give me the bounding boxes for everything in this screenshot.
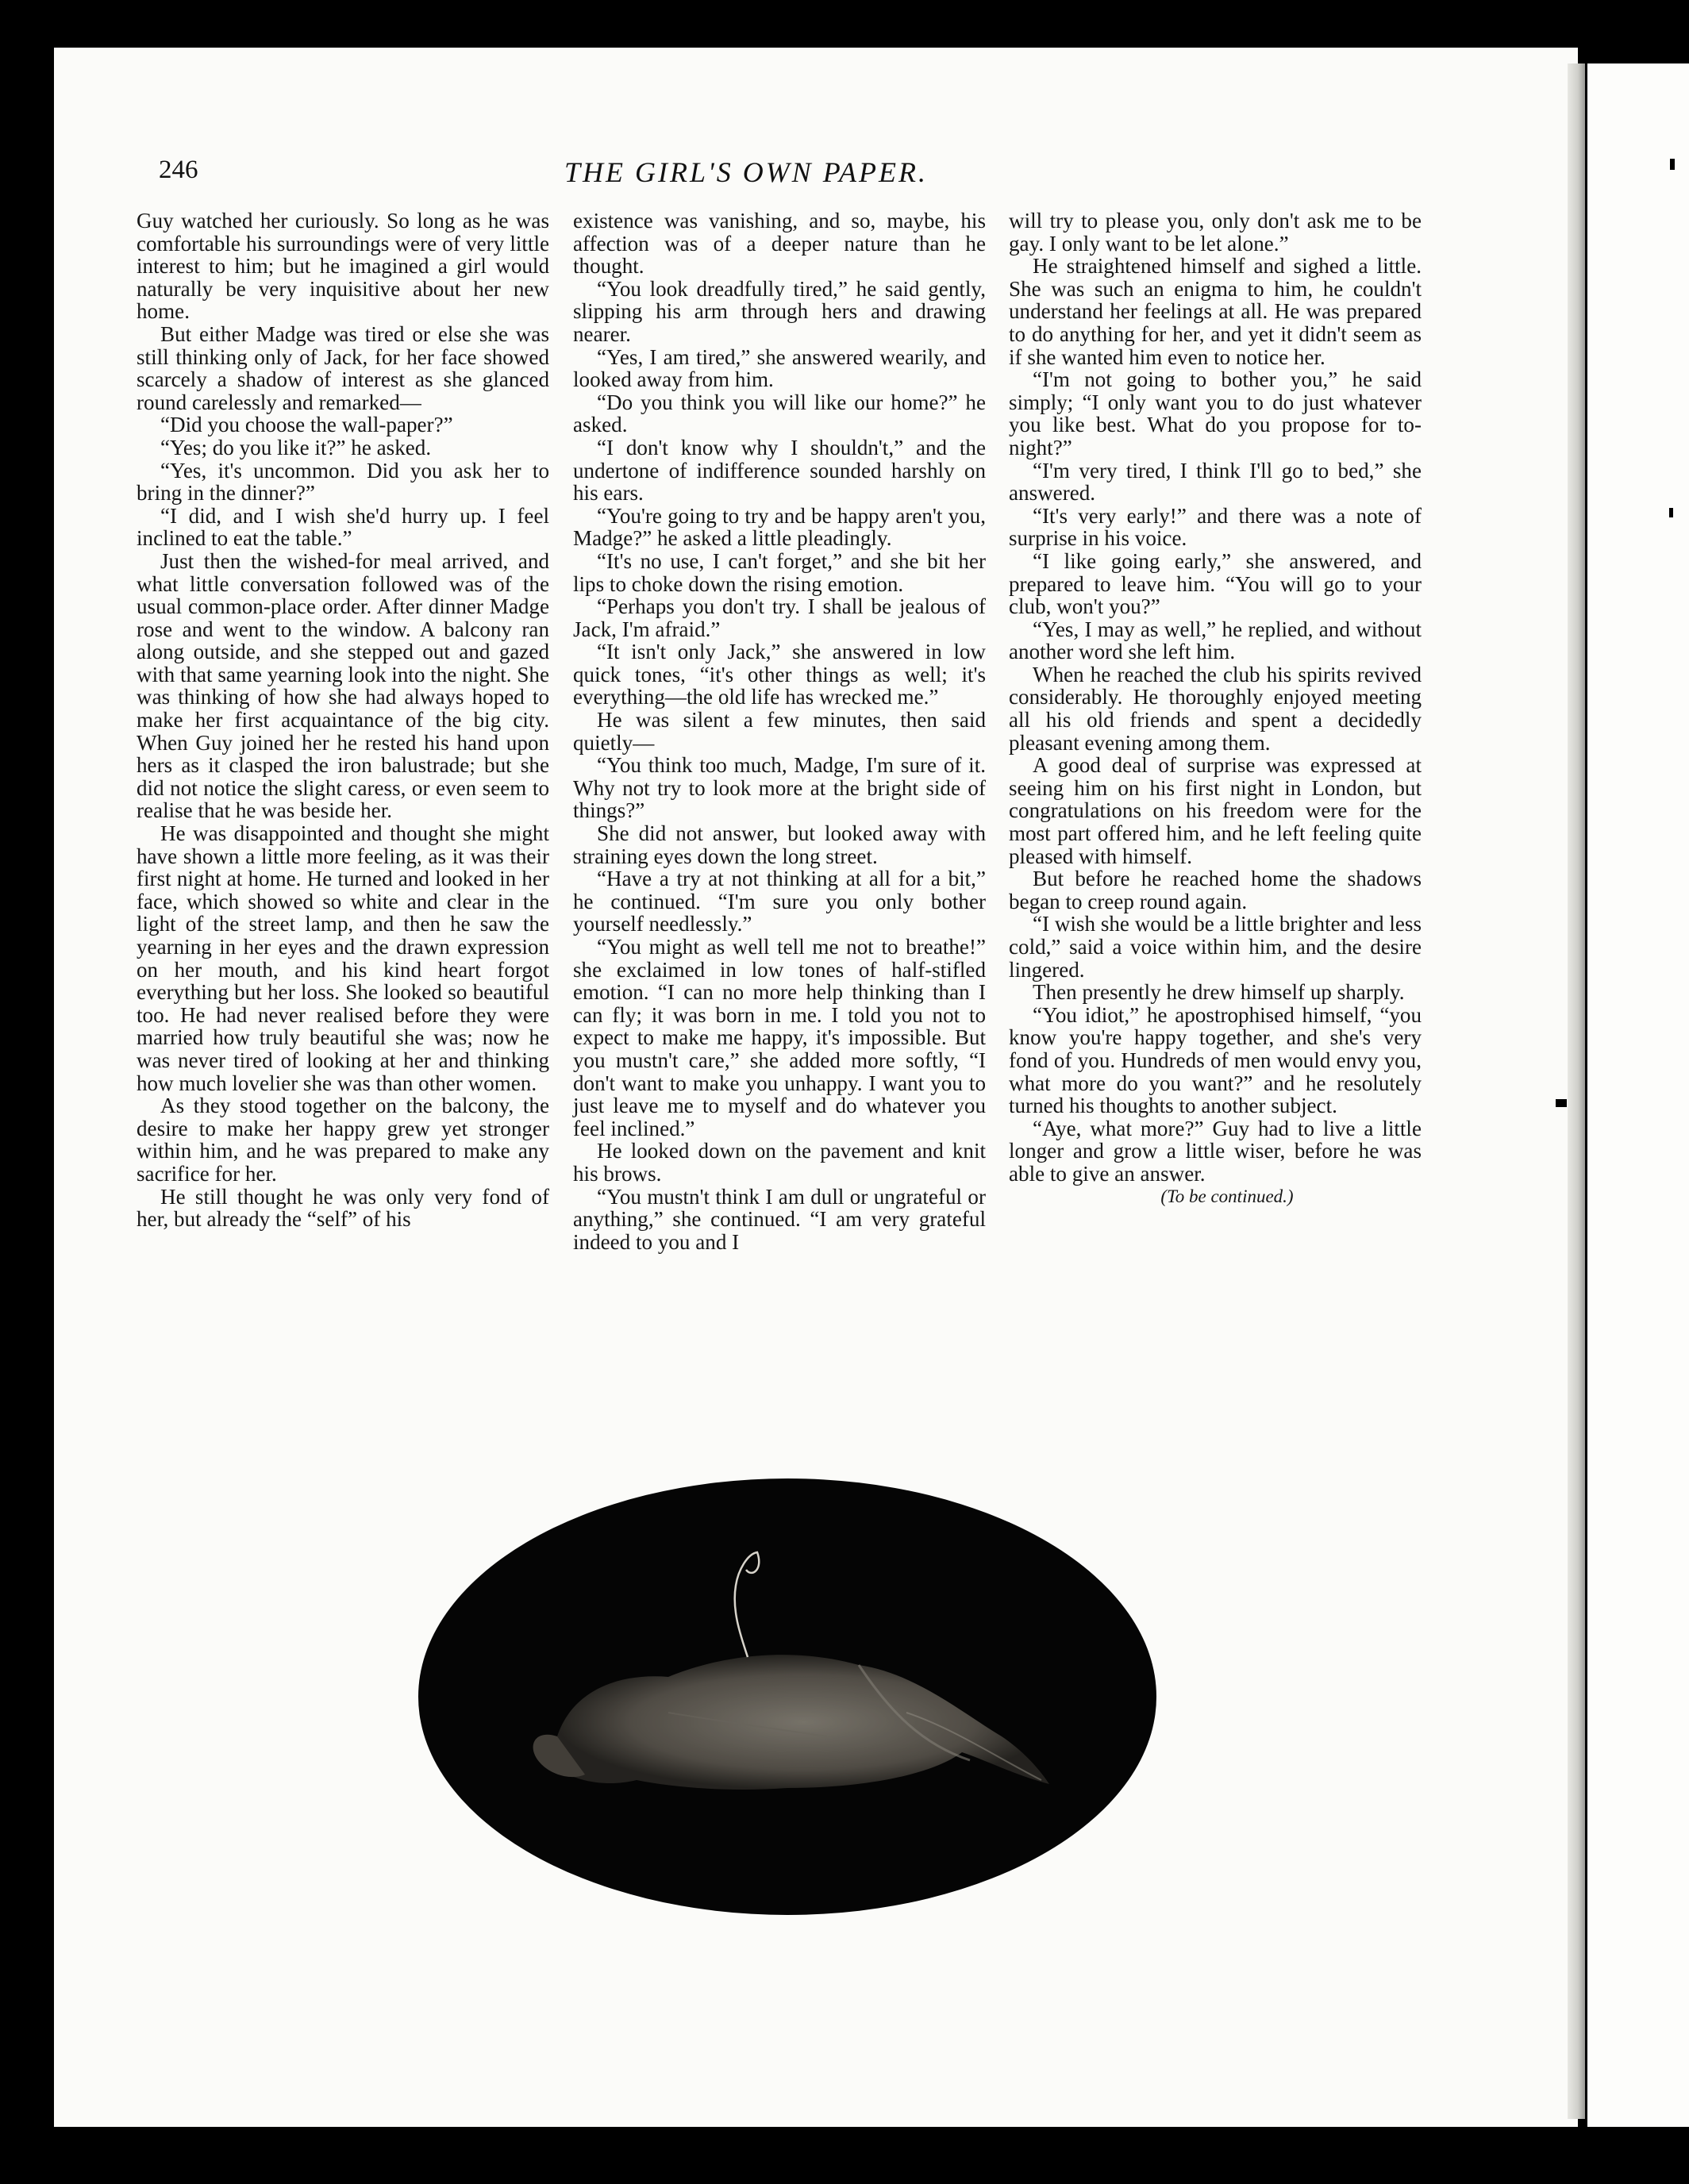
paragraph: He still thought he was only very fond of her, but already the “self” of his [137,1184,549,1232]
paragraph: “You idiot,” he apostrophised himself, “you know you're happy together, and she's very fond of you. Hundreds of men would envy you, what more do you want?” and he resolutely turned his thoughts to another subject. [1009,1002,1422,1118]
paragraph: He was silent a few minutes, then said quietly— [573,708,986,755]
paragraph: “You think too much, Madge, I'm sure of it. Why not try to look more at the bright side of things?” [573,753,986,823]
paragraph: He straightened himself and sighed a little. She was such an enigma to him, he couldn't understand her feelings at all. He was prepared to do anything for her, and yet it didn't seem as if she wanted him even to notice her. [1009,254,1422,369]
paragraph: “I like going early,” she answered, and prepared to leave him. “You will go to your club, won't you?” [1009,548,1422,619]
text-column-1 [137,210,549,1231]
paragraph: “Perhaps you don't try. I shall be jealous of Jack, I'm afraid.” [573,594,986,641]
edge-mark [1669,508,1673,517]
paragraph: “Yes, it's uncommon. Did you ask her to bring in the dinner?” [137,458,549,506]
page-number: 246 [159,156,198,184]
text-column-3 [1009,210,1422,1208]
paragraph: When he reached the club his spirits revived considerably. He thoroughly enjoyed meeting all his old friends and spent a decidedly pleasant evening among them. [1009,662,1422,755]
paragraph: “I wish she would be a little brighter and less cold,” said a voice within him, and the desire lingered. [1009,912,1422,982]
paragraph: “It isn't only Jack,” she answered in low quick tones, “it's other things as well; it's everything—the old life has wrecked me.” [573,640,986,709]
dog-illustration [414,1475,1160,1919]
paragraph: “I'm not going to bother you,” he said simply; “I only want you to do just whatever you like best. What do you propose for to-night?” [1009,367,1422,459]
paragraph: He looked down on the pavement and knit his brows. [573,1139,986,1186]
paragraph: A good deal of surprise was expressed at seeing him on his first night in London, but congratulations on his freedom were for the most part offered him, and he left feeling quite pleased with himself. [1009,753,1422,868]
edge-mark [1556,1099,1567,1107]
paragraph: He was disappointed and thought she might have shown a little more feeling, as it was their first night at home. He turned and looked in her face, which showed so white and clear in the light of the street lamp, and then he saw the yearning in her eyes and the drawn expression on her mouth, and his kind heart forgot everything but her loss. She looked so beautiful too. He had never realised before they were married how truly beautiful she was; now he was never tired of looking at her and thinking how much lovelier she was than other women. [137,821,549,1095]
paragraph: Just then the wished-for meal arrived, and what little conversation followed was of the usual common-place order. After dinner Madge rose and went to the window. A balcony ran along outside, and she stepped out and gazed with that same yearning look into the night. She was thinking of how she had always hoped to make her first acquaintance of the big city. When Guy joined her he rested his hand upon hers as it clasped the iron balustrade; but she did not notice the slight caress, or even seem to realise that he was beside her. [137,548,549,823]
edge-mark [1670,159,1675,170]
page-edge [1568,63,1585,2119]
paragraph: Guy watched her curiously. So long as he was comfortable his surroundings were of very little interest to him; but he imagined a girl would naturally be very inquisitive about her new home. [137,209,549,324]
paragraph: “Aye, what more?” Guy had to live a little longer and grow a little wiser, before he was able to give an answer. [1009,1116,1422,1186]
paragraph: But before he reached home the shadows began to creep round again. [1009,867,1422,913]
text-column-2 [573,210,986,1253]
sleeping-dog-vignette [414,1475,1160,1919]
paragraph: Then presently he drew himself up sharply. [1033,980,1405,1005]
paragraph: As they stood together on the balcony, the desire to make her happy grew yet stronger within him, and he was prepared to make any sacrifice for her. [137,1094,549,1186]
paragraph: “I did, and I wish she'd hurry up. I feel inclined to eat the table.” [137,503,549,551]
to-be-continued: (To be continued.) [1160,1186,1294,1206]
paragraph: But either Madge was tired or else she was still thinking only of Jack, for her face showed scarcely a shadow of interest as she glanced round carelessly and remarked— [137,321,549,414]
paragraph: “Yes, I may as well,” he replied, and without another word she left him. [1009,617,1422,664]
paragraph: will try to please you, only don't ask me to be gay. I only want to be let alone.” [1009,209,1422,256]
paragraph: She did not answer, but looked away with straining eyes down the long street. [573,821,986,868]
running-title: THE GIRL'S OWN PAPER. [564,156,928,188]
paragraph: “It's very early!” and there was a note of surprise in his voice. [1009,503,1422,551]
paragraph: “You mustn't think I am dull or ungrateful or anything,” she continued. “I am very grateful indeed to you and I [573,1184,986,1254]
paragraph: “You look dreadfully tired,” he said gently, slipping his arm through hers and drawing nearer. [573,276,986,346]
page-header [159,156,1333,195]
paragraph: “Yes, I am tired,” she answered wearily, and looked away from him. [573,344,986,392]
paragraph: “You're going to try and be happy aren't you, Madge?” he asked a little pleadingly. [573,503,986,551]
paragraph: “It's no use, I can't forget,” and she bit her lips to choke down the rising emotion. [573,548,986,596]
paragraph: “Have a try at not thinking at all for a bit,” he continued. “I'm sure you only bother yourself needlessly.” [573,867,986,936]
facing-page-strip [1587,63,1689,2127]
paragraph: “I don't know why I shouldn't,” and the undertone of indifference sounded harshly on his ears. [573,435,986,506]
paragraph: “I'm very tired, I think I'll go to bed,” she answered. [1009,458,1422,506]
paragraph: “Do you think you will like our home?” he asked. [573,390,986,437]
paragraph: “You might as well tell me not to breathe!” she exclaimed in low tones of half-stifled emotion. “I can no more help thinking than I can fly; it was born in me. I told you not to expect to make me happy, it's impossible. But you mustn't care,” she added more softly, “I don't want to make you unhappy. I want you to just leave me to myself and do whatever you feel inclined.” [573,935,986,1140]
paragraph: “Yes; do you like it?” he asked. [160,435,432,459]
paragraph: “Did you choose the wall-paper?” [160,413,453,437]
paragraph: existence was vanishing, and so, maybe, his affection was of a deeper nature than he thought. [573,209,986,279]
